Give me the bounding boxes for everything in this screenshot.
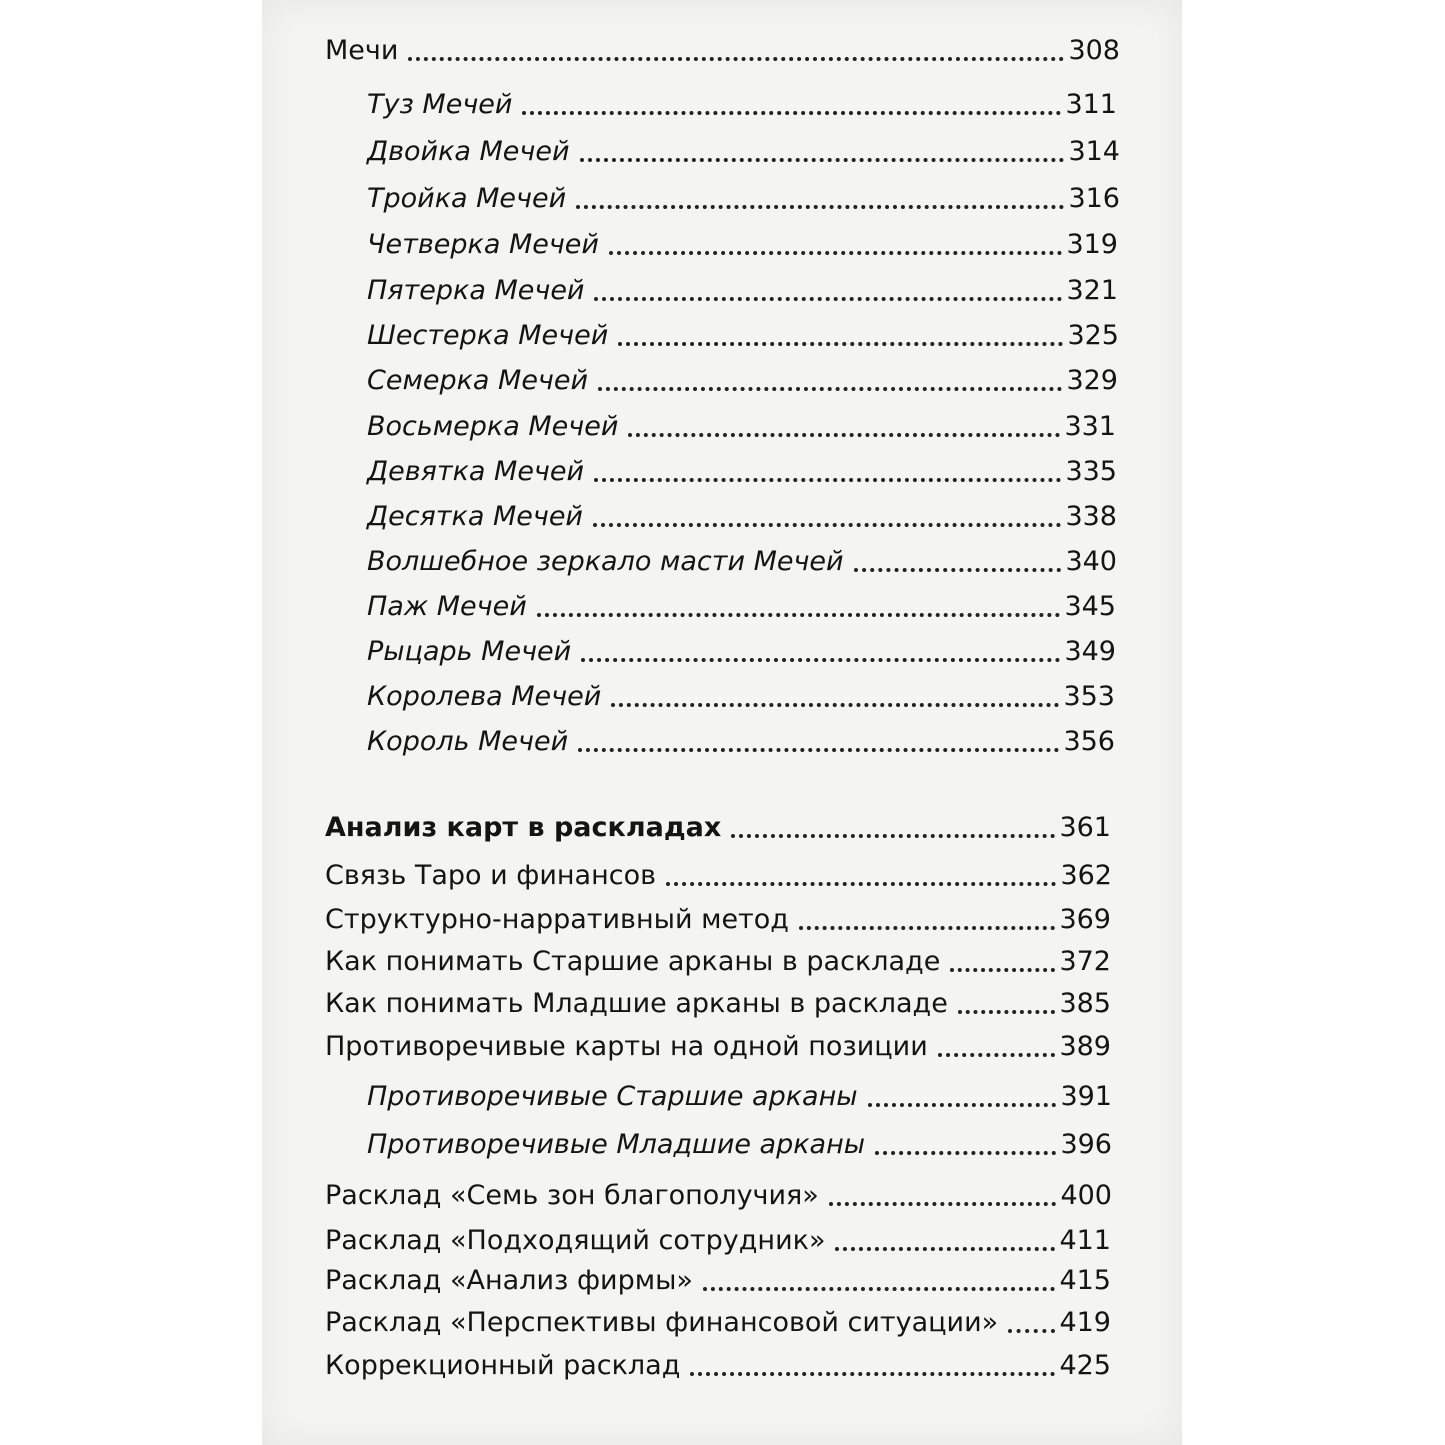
- dot-leader: [581, 631, 1060, 662]
- toc-entry: [325, 28, 1120, 69]
- dot-leader: [799, 899, 1055, 930]
- toc-entry-title: Как понимать Старшие арканы в раскладе: [325, 946, 941, 977]
- toc-entry-page: 362: [1060, 860, 1112, 891]
- toc-entry: [325, 853, 1112, 894]
- dot-leader: [593, 496, 1061, 527]
- dot-leader: [731, 807, 1055, 838]
- toc-entry-title: Расклад «Семь зон благополучия»: [325, 1180, 819, 1211]
- toc-entry-title: Связь Таро и финансов: [325, 860, 657, 891]
- toc-entry-title: Коррекционный расклад: [325, 1350, 681, 1381]
- toc-entry: [367, 629, 1116, 670]
- dot-leader: [576, 178, 1064, 209]
- toc-entry-page: 331: [1064, 411, 1116, 442]
- dot-leader: [950, 941, 1055, 972]
- toc-entry-page: 338: [1065, 501, 1117, 532]
- dot-leader: [594, 451, 1061, 482]
- dot-leader: [666, 855, 1056, 886]
- toc-entry-page: 349: [1064, 636, 1116, 667]
- toc-entry: [367, 494, 1117, 535]
- toc-entry-title: Восьмерка Мечей: [367, 411, 619, 442]
- toc-entry: [367, 268, 1118, 309]
- toc-entry-title: Расклад «Анализ фирмы»: [325, 1265, 693, 1296]
- toc-entry: [367, 176, 1120, 217]
- toc-entry-title: Тройка Мечей: [367, 183, 567, 214]
- toc-entry-page: 340: [1065, 546, 1117, 577]
- dot-leader: [868, 1076, 1057, 1107]
- toc-entry: [367, 674, 1115, 715]
- dot-leader: [829, 1175, 1057, 1206]
- dot-leader: [938, 1026, 1056, 1057]
- dot-leader: [854, 541, 1062, 572]
- toc-entry-title: Расклад «Перспективы финансовой ситуации»: [325, 1307, 999, 1338]
- dot-leader: [598, 360, 1062, 391]
- toc-entry-title: Паж Мечей: [367, 591, 527, 622]
- toc-entry: [367, 584, 1116, 625]
- dot-leader: [703, 1260, 1056, 1291]
- toc-entry: [367, 82, 1117, 123]
- toc-entry: [325, 1024, 1111, 1065]
- dot-leader: [835, 1220, 1055, 1251]
- toc-entry-page: 316: [1068, 183, 1120, 214]
- toc-entry-title: Туз Мечей: [367, 89, 513, 120]
- toc-entry: [367, 1122, 1112, 1163]
- dot-leader: [958, 983, 1056, 1014]
- dot-leader: [408, 30, 1064, 61]
- toc-entry-title: Двойка Мечей: [367, 136, 570, 167]
- toc-entry-page: 411: [1059, 1225, 1111, 1256]
- dot-leader: [618, 315, 1063, 346]
- toc-entry-title: Шестерка Мечей: [367, 320, 609, 351]
- toc-entry-title: Семерка Мечей: [367, 365, 589, 396]
- toc-entry-title: Королева Мечей: [367, 681, 602, 712]
- toc-entry: [367, 313, 1119, 354]
- toc-entry-page: 396: [1060, 1129, 1112, 1160]
- toc-entry-page: 345: [1064, 591, 1116, 622]
- toc-entry-page: 335: [1065, 456, 1117, 487]
- toc-entry-title: Волшебное зеркало масти Мечей: [367, 546, 844, 577]
- toc-entry-page: 369: [1059, 904, 1111, 935]
- toc-entry: [367, 222, 1118, 263]
- toc-entry-title: Расклад «Подходящий сотрудник»: [325, 1225, 826, 1256]
- toc-entry-page: 389: [1059, 1031, 1111, 1062]
- toc-entry: [367, 539, 1117, 580]
- toc-entry-page: 400: [1060, 1180, 1112, 1211]
- toc-entry-title: Девятка Мечей: [367, 456, 585, 487]
- toc-entry: [367, 1074, 1112, 1115]
- toc-entry-title: Противоречивые Младшие арканы: [367, 1129, 866, 1160]
- toc-entry-page: 308: [1068, 35, 1120, 66]
- toc-entry: [367, 129, 1120, 170]
- toc-entry-page: 361: [1059, 812, 1111, 843]
- toc-entry-title: Пятерка Мечей: [367, 275, 585, 306]
- toc-entry: [325, 1258, 1111, 1299]
- toc-entry-page: 356: [1063, 726, 1115, 757]
- toc-entry: [325, 1218, 1111, 1259]
- toc-entry-page: 419: [1059, 1307, 1111, 1338]
- toc-entry-page: 425: [1059, 1350, 1111, 1381]
- table-of-contents: [325, 0, 1125, 1445]
- toc-entry: [325, 1300, 1111, 1341]
- dot-leader: [537, 586, 1061, 617]
- toc-entry: [325, 981, 1111, 1022]
- toc-entry-page: 325: [1067, 320, 1119, 351]
- toc-entry-title: Как понимать Младшие арканы в раскладе: [325, 988, 948, 1019]
- toc-entry-title: Структурно-нарративный метод: [325, 904, 789, 935]
- toc-entry-title: Четверка Мечей: [367, 229, 599, 260]
- toc-entry-page: 353: [1063, 681, 1115, 712]
- dot-leader: [1008, 1302, 1055, 1333]
- toc-entry-title: Десятка Мечей: [367, 501, 583, 532]
- toc-entry-title: Анализ карт в раскладах: [325, 812, 722, 843]
- dot-leader: [578, 721, 1059, 752]
- toc-entry-page: 311: [1065, 89, 1117, 120]
- dot-leader: [875, 1124, 1056, 1155]
- toc-entry-title: Король Мечей: [367, 726, 569, 757]
- dot-leader: [580, 131, 1065, 162]
- toc-entry-page: 314: [1068, 136, 1120, 167]
- toc-entry-title: Противоречивые карты на одной позиции: [325, 1031, 928, 1062]
- toc-entry: [325, 939, 1111, 980]
- dot-leader: [611, 676, 1059, 707]
- toc-entry: [367, 404, 1116, 445]
- toc-entry-title: Мечи: [325, 35, 399, 66]
- dot-leader: [522, 84, 1061, 115]
- toc-entry-page: 385: [1059, 988, 1111, 1019]
- dot-leader: [628, 406, 1060, 437]
- toc-entry: [367, 719, 1115, 760]
- toc-entry: [367, 449, 1117, 490]
- toc-entry-title: Противоречивые Старшие арканы: [367, 1081, 858, 1112]
- toc-entry-page: 319: [1066, 229, 1118, 260]
- dot-leader: [690, 1345, 1055, 1376]
- toc-entry: [325, 897, 1111, 938]
- dot-leader: [594, 270, 1062, 301]
- toc-entry-page: 321: [1066, 275, 1118, 306]
- toc-entry-page: 391: [1060, 1081, 1112, 1112]
- toc-section-heading: [325, 805, 1111, 846]
- toc-entry: [325, 1343, 1111, 1384]
- toc-entry-page: 372: [1059, 946, 1111, 977]
- toc-entry: [367, 358, 1118, 399]
- toc-entry: [325, 1173, 1112, 1214]
- toc-entry-title: Рыцарь Мечей: [367, 636, 572, 667]
- toc-entry-page: 415: [1059, 1265, 1111, 1296]
- dot-leader: [609, 224, 1062, 255]
- toc-entry-page: 329: [1066, 365, 1118, 396]
